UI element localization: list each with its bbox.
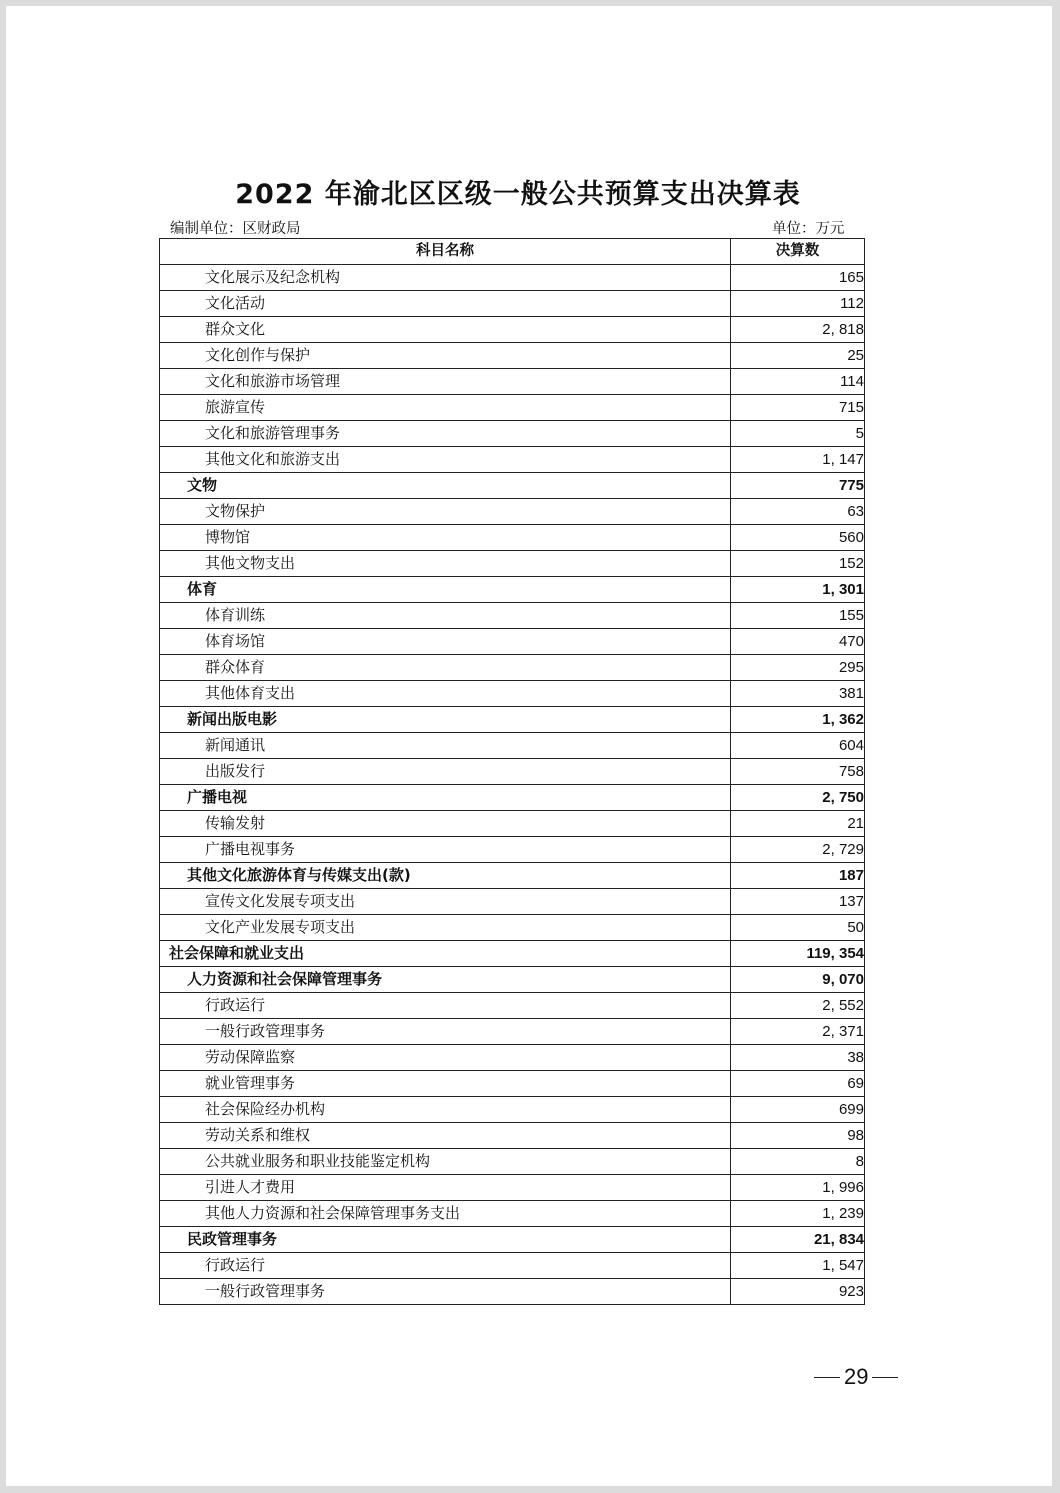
final-amount-cell: 2, 552 [731, 993, 865, 1019]
subject-name-cell: 人力资源和社会保障管理事务 [160, 967, 731, 993]
subject-name-cell: 群众文化 [160, 317, 731, 343]
page-number [814, 1364, 898, 1390]
subject-name-cell: 新闻出版电影 [160, 707, 731, 733]
final-amount-cell: 1, 362 [731, 707, 865, 733]
subject-name-cell: 社会保险经办机构 [160, 1097, 731, 1123]
subject-name-cell: 文化活动 [160, 291, 731, 317]
document-page [6, 6, 1052, 1486]
subject-name-cell: 文物保护 [160, 499, 731, 525]
table-row [160, 525, 865, 551]
table-row [160, 655, 865, 681]
table-row [160, 837, 865, 863]
subject-name-cell: 一般行政管理事务 [160, 1279, 731, 1305]
final-amount-cell: 2, 371 [731, 1019, 865, 1045]
compiler-label: 编制单位：区财政局 [170, 221, 301, 237]
table-row [160, 551, 865, 577]
table-row [160, 603, 865, 629]
subject-name-cell: 其他人力资源和社会保障管理事务支出 [160, 1201, 731, 1227]
subject-name-cell: 宣传文化发展专项支出 [160, 889, 731, 915]
table-body [160, 265, 865, 1305]
table-row [160, 447, 865, 473]
final-amount-cell: 775 [731, 473, 865, 499]
table-row [160, 499, 865, 525]
table-row [160, 317, 865, 343]
final-amount-cell: 21, 834 [731, 1227, 865, 1253]
final-amount-cell: 152 [731, 551, 865, 577]
subject-name-cell: 出版发行 [160, 759, 731, 785]
table-row [160, 1019, 865, 1045]
table-row [160, 759, 865, 785]
subject-name-cell: 体育场馆 [160, 629, 731, 655]
header-subject-name: 科目名称 [160, 239, 731, 265]
subject-name-cell: 其他体育支出 [160, 681, 731, 707]
subject-name-cell: 文化展示及纪念机构 [160, 265, 731, 291]
table-row [160, 1227, 865, 1253]
final-amount-cell: 1, 547 [731, 1253, 865, 1279]
table-row [160, 629, 865, 655]
final-amount-cell: 112 [731, 291, 865, 317]
subject-name-cell: 广播电视事务 [160, 837, 731, 863]
final-amount-cell: 165 [731, 265, 865, 291]
table-row [160, 1071, 865, 1097]
page-number-text: 29 [844, 1364, 869, 1389]
header-final-amount: 决算数 [731, 239, 865, 265]
table-row [160, 369, 865, 395]
table-row [160, 993, 865, 1019]
subject-name-cell: 劳动保障监察 [160, 1045, 731, 1071]
table-row [160, 421, 865, 447]
table-row [160, 473, 865, 499]
final-amount-cell: 8 [731, 1149, 865, 1175]
page-title: 2022 年渝北区区级一般公共预算支出决算表 [235, 179, 801, 210]
subject-name-cell: 旅游宣传 [160, 395, 731, 421]
final-amount-cell: 1, 996 [731, 1175, 865, 1201]
subject-name-cell: 群众体育 [160, 655, 731, 681]
subject-name-cell: 社会保障和就业支出 [160, 941, 731, 967]
final-amount-cell: 2, 818 [731, 317, 865, 343]
final-amount-cell: 63 [731, 499, 865, 525]
final-amount-cell: 38 [731, 1045, 865, 1071]
subject-name-cell: 新闻通讯 [160, 733, 731, 759]
table-header-row [160, 239, 865, 265]
subject-name-cell: 行政运行 [160, 993, 731, 1019]
table-row [160, 811, 865, 837]
table-row [160, 681, 865, 707]
budget-table [159, 238, 865, 1305]
final-amount-cell: 2, 729 [731, 837, 865, 863]
final-amount-cell: 758 [731, 759, 865, 785]
table-row [160, 1175, 865, 1201]
final-amount-cell: 381 [731, 681, 865, 707]
final-amount-cell: 9, 070 [731, 967, 865, 993]
subject-name-cell: 一般行政管理事务 [160, 1019, 731, 1045]
final-amount-cell: 2, 750 [731, 785, 865, 811]
subject-name-cell: 公共就业服务和职业技能鉴定机构 [160, 1149, 731, 1175]
page-number-dash-left [814, 1377, 840, 1378]
final-amount-cell: 470 [731, 629, 865, 655]
subject-name-cell: 文化和旅游管理事务 [160, 421, 731, 447]
subject-name-cell: 文物 [160, 473, 731, 499]
final-amount-cell: 155 [731, 603, 865, 629]
subject-name-cell: 劳动关系和维权 [160, 1123, 731, 1149]
final-amount-cell: 923 [731, 1279, 865, 1305]
final-amount-cell: 5 [731, 421, 865, 447]
final-amount-cell: 25 [731, 343, 865, 369]
table-row [160, 1279, 865, 1305]
final-amount-cell: 560 [731, 525, 865, 551]
final-amount-cell: 1, 239 [731, 1201, 865, 1227]
table-row [160, 785, 865, 811]
table-row [160, 343, 865, 369]
subject-name-cell: 就业管理事务 [160, 1071, 731, 1097]
table-row [160, 889, 865, 915]
table-row [160, 915, 865, 941]
table-row [160, 395, 865, 421]
subject-name-cell: 广播电视 [160, 785, 731, 811]
subject-name-cell: 文化产业发展专项支出 [160, 915, 731, 941]
final-amount-cell: 604 [731, 733, 865, 759]
table-row [160, 1253, 865, 1279]
table-row [160, 577, 865, 603]
table-row [160, 707, 865, 733]
final-amount-cell: 98 [731, 1123, 865, 1149]
subject-name-cell: 引进人才费用 [160, 1175, 731, 1201]
final-amount-cell: 69 [731, 1071, 865, 1097]
table-row [160, 733, 865, 759]
final-amount-cell: 50 [731, 915, 865, 941]
table-row [160, 1045, 865, 1071]
table-row [160, 265, 865, 291]
subject-name-cell: 文化和旅游市场管理 [160, 369, 731, 395]
unit-label: 单位：万元 [772, 221, 845, 237]
final-amount-cell: 699 [731, 1097, 865, 1123]
table-row [160, 941, 865, 967]
final-amount-cell: 114 [731, 369, 865, 395]
subject-name-cell: 其他文化和旅游支出 [160, 447, 731, 473]
table-row [160, 863, 865, 889]
final-amount-cell: 1, 301 [731, 577, 865, 603]
subject-name-cell: 民政管理事务 [160, 1227, 731, 1253]
subject-name-cell: 体育训练 [160, 603, 731, 629]
final-amount-cell: 21 [731, 811, 865, 837]
subject-name-cell: 其他文物支出 [160, 551, 731, 577]
final-amount-cell: 1, 147 [731, 447, 865, 473]
subject-name-cell: 体育 [160, 577, 731, 603]
subject-name-cell: 其他文化旅游体育与传媒支出(款) [160, 863, 731, 889]
table-row [160, 1123, 865, 1149]
table-row [160, 967, 865, 993]
final-amount-cell: 295 [731, 655, 865, 681]
page-number-dash-right [872, 1377, 898, 1378]
subject-name-cell: 文化创作与保护 [160, 343, 731, 369]
table-row [160, 1149, 865, 1175]
subject-name-cell: 行政运行 [160, 1253, 731, 1279]
table-row [160, 1201, 865, 1227]
table-row [160, 1097, 865, 1123]
final-amount-cell: 715 [731, 395, 865, 421]
final-amount-cell: 137 [731, 889, 865, 915]
subject-name-cell: 博物馆 [160, 525, 731, 551]
final-amount-cell: 119, 354 [731, 941, 865, 967]
subject-name-cell: 传输发射 [160, 811, 731, 837]
table-row [160, 291, 865, 317]
final-amount-cell: 187 [731, 863, 865, 889]
